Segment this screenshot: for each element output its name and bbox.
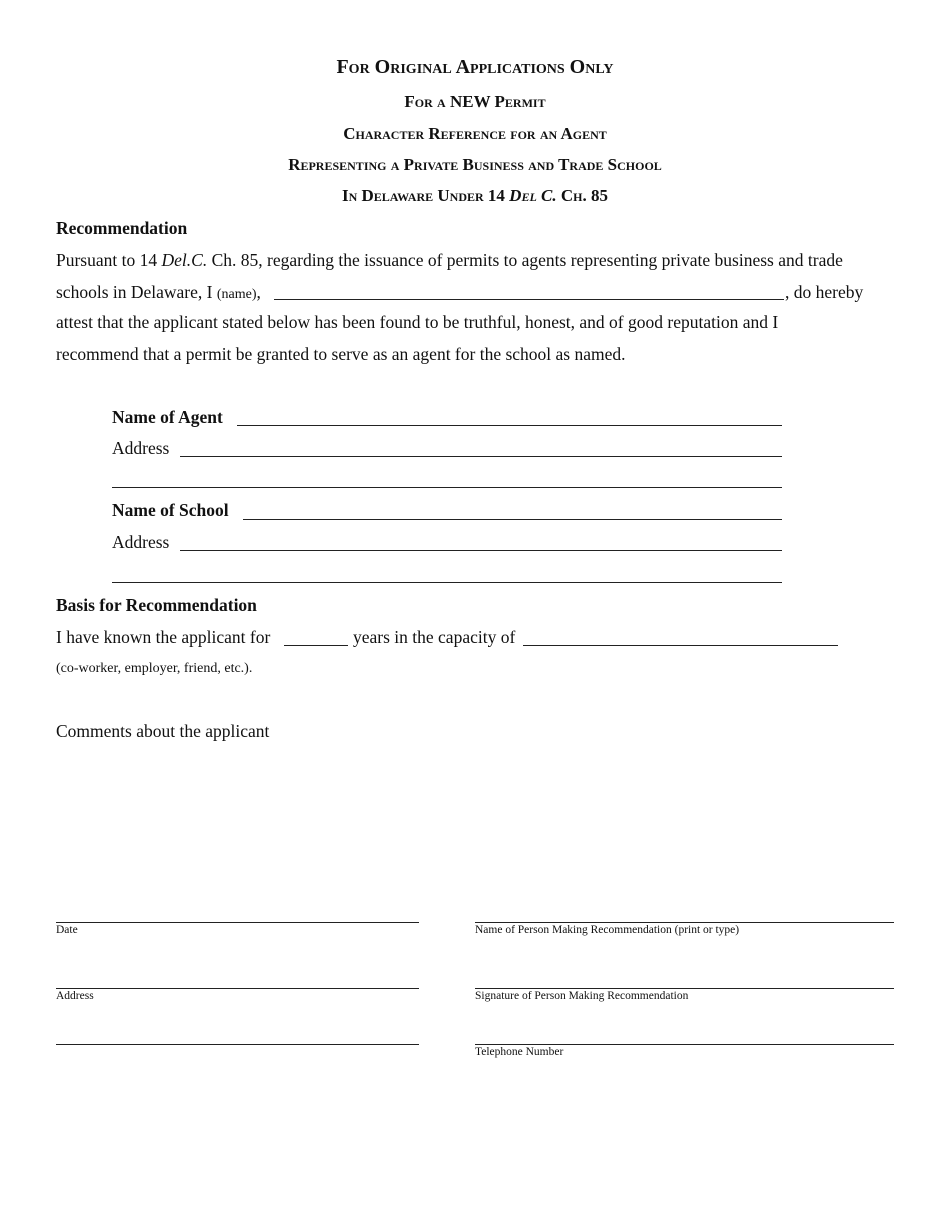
capacity-field[interactable] bbox=[523, 645, 838, 646]
school-address-field-1[interactable] bbox=[180, 550, 782, 551]
recommendation-line-2 bbox=[56, 282, 261, 303]
signature-field[interactable] bbox=[475, 988, 894, 989]
comments-label: Comments about the applicant bbox=[56, 721, 270, 741]
school-address-label: Address bbox=[112, 532, 170, 552]
recommendation-line-1 bbox=[56, 250, 843, 271]
recommender-address-field-1[interactable] bbox=[56, 988, 419, 989]
comments-area[interactable] bbox=[56, 748, 894, 908]
printed-name-caption: Name of Person Making Recommendation (print or type) bbox=[475, 924, 740, 936]
recommender-printed-name-field[interactable] bbox=[475, 922, 894, 923]
date-field[interactable] bbox=[56, 922, 419, 923]
rec-name-hint: (name) bbox=[216, 287, 257, 302]
basis-heading: Basis for Recommendation bbox=[56, 595, 257, 615]
recommender-address-field-2[interactable] bbox=[56, 1044, 419, 1045]
rec-line2-comma: , bbox=[256, 282, 261, 302]
basis-text-a: I have known the applicant for bbox=[56, 627, 271, 647]
date-caption: Date bbox=[56, 924, 78, 936]
signature-caption: Signature of Person Making Recommendation bbox=[475, 990, 689, 1002]
rec-line1-italic: Del.C. bbox=[161, 250, 208, 270]
telephone-field[interactable] bbox=[475, 1044, 894, 1045]
telephone-caption: Telephone Number bbox=[475, 1046, 564, 1058]
form-subtitle-new-permit: For a NEW Permit bbox=[404, 92, 546, 111]
rec-line1-a: Pursuant to 14 bbox=[56, 250, 162, 270]
form-subtitle-statute bbox=[0, 186, 950, 206]
agent-name-field[interactable] bbox=[237, 425, 782, 426]
basis-text-b: years in the capacity of bbox=[353, 627, 516, 647]
form-title: For Original Applications Only bbox=[336, 56, 614, 78]
capacity-hint: (co-worker, employer, friend, etc.). bbox=[56, 661, 253, 676]
statute-suffix: Ch. 85 bbox=[556, 186, 608, 205]
school-address-field-2[interactable] bbox=[112, 582, 782, 583]
address-caption: Address bbox=[56, 990, 94, 1002]
recommendation-heading: Recommendation bbox=[56, 218, 188, 238]
recommendation-line-3: attest that the applicant stated below has been found to be truthful, honest, and of good reputation and I bbox=[56, 312, 779, 332]
rec-line2-b: , do hereby bbox=[785, 282, 864, 302]
agent-name-label: Name of Agent bbox=[112, 407, 223, 427]
school-name-field[interactable] bbox=[243, 519, 782, 520]
years-known-field[interactable] bbox=[284, 645, 348, 646]
agent-address-field-2[interactable] bbox=[112, 487, 782, 488]
agent-address-field-1[interactable] bbox=[180, 456, 782, 457]
rec-line1-b: Ch. 85, regarding the issuance of permits to agents representing private business and trade bbox=[207, 250, 843, 270]
statute-italic: Del C. bbox=[509, 186, 557, 205]
agent-address-label: Address bbox=[112, 438, 170, 458]
rec-line2-a: schools in Delaware, I bbox=[56, 282, 217, 302]
statute-prefix: In Delaware Under 14 bbox=[341, 186, 510, 205]
recommendation-line-4: recommend that a permit be granted to serve as an agent for the school as named. bbox=[56, 344, 626, 364]
form-subtitle-school-type: Representing a Private Business and Trade School bbox=[288, 155, 662, 174]
school-name-label: Name of School bbox=[112, 500, 229, 520]
recommender-name-field[interactable] bbox=[274, 299, 784, 300]
form-subtitle-character-reference: Character Reference for an Agent bbox=[343, 124, 607, 143]
